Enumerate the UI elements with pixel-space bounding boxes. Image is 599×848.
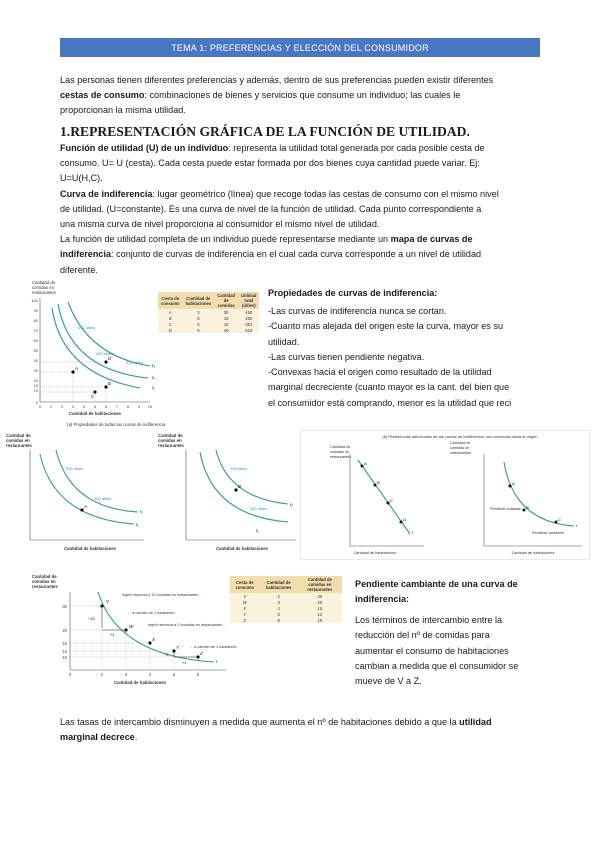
fig-b2-ylabel: Cantidad de	[158, 433, 183, 438]
figure-convexity	[300, 430, 590, 560]
map-text-3: diferente.	[60, 264, 98, 275]
fig-a-point-label: A	[75, 366, 78, 371]
utility-function-line3: U=U(H,C).	[60, 173, 103, 184]
fig-b2-curve-label: 100 útiles	[250, 506, 268, 511]
fig-a-ytick: 40	[33, 358, 38, 363]
fig-c-note: Pendiente constante	[490, 507, 521, 511]
fig-d-ytick: 12	[62, 649, 67, 654]
table-cell: 6	[260, 617, 298, 623]
indifference-curve-line3: una misma curva de nivel proporciona al consumidor el mismo nivel de utilidad.	[60, 219, 380, 230]
fig-a-ytick: 20	[33, 378, 38, 383]
fig-d-point-label: W	[129, 624, 134, 629]
fig-b1-ylabel: restaurantes	[6, 443, 32, 448]
fig-a-ytick: 60	[33, 338, 38, 343]
fig-c-ylabel1: comidas en	[330, 450, 350, 454]
fig-c-curve-2	[504, 462, 574, 526]
table-cell: 450	[238, 315, 259, 321]
property-item: -Convexas hacia el origen como resultado de la utilidad	[268, 367, 492, 378]
indifference-curve-line2: de utilidad. (U=constante). Es una curva de nivel de la función de utilidad. Cada punto correspondiente a	[60, 203, 482, 214]
fig-d-ylabel: Cantidad de	[32, 574, 57, 579]
fig-c-ylabel2: Cantidad de	[450, 441, 471, 445]
fig-d-ytick: 15	[62, 641, 67, 646]
fig-b2-ylabel: comidas en	[158, 438, 182, 443]
table-cell: W	[230, 599, 260, 605]
table-cell: 15	[298, 605, 342, 611]
conclusion-paragraph	[60, 715, 550, 745]
table-cell: 5	[183, 321, 215, 327]
convexity-chart	[300, 430, 590, 560]
fig-c-note: Pendiente cambiante	[532, 531, 564, 535]
fig-d-delta: +1	[110, 632, 115, 637]
fig-c-ylabel1: Cantidad de	[330, 445, 351, 449]
fig-b1-curve-name: I₂	[140, 509, 143, 514]
slope-line: aumentar el consumo de habitaciones	[355, 645, 509, 656]
table-row	[230, 617, 342, 623]
table-row	[158, 327, 259, 333]
fig-c-title: (b) Preferencias adicionales de las curvas de indiferencia: son convexas hacia el origen	[382, 434, 538, 439]
fig-d-table	[230, 576, 342, 623]
table-cell: 10	[214, 321, 238, 327]
fig-a-ytick: 10	[33, 388, 38, 393]
property-item: utilidad.	[268, 336, 300, 347]
table-header: Utilidad total (útiles)	[238, 292, 259, 309]
slope-line: cambian a medida que el consumidor se	[355, 660, 519, 671]
fig-a-xtick: 4	[82, 404, 86, 409]
table-header: Cantidad de habitaciones	[183, 292, 215, 309]
fig-c-point-label: C	[558, 517, 561, 522]
fig-a-xtick: 7	[115, 404, 119, 409]
definitions-paragraph	[60, 141, 546, 278]
table-cell: 2	[260, 593, 298, 599]
property-item: -Las curvas tienen pendiente negativa.	[268, 351, 425, 362]
fig-b2-point-label: B	[238, 484, 241, 489]
table-cell: 3	[183, 309, 215, 315]
fig-a-xtick: 1	[49, 404, 53, 409]
property-item: el consumidor está comprando, menor es la utilidad que reci	[268, 397, 512, 408]
slope-line: reducción del nº de comidas para	[355, 630, 490, 641]
table-cell: 6	[183, 315, 215, 321]
fig-d-point-label: V	[106, 599, 109, 604]
fig-a-curve-name: I₃	[152, 363, 156, 368]
fig-c-point-label: B	[526, 505, 529, 510]
table-cell: 519	[238, 327, 259, 333]
fig-d-delta: −10	[88, 616, 95, 621]
fig-a-ytick: 100	[31, 298, 38, 303]
fig-d-point-label: X	[152, 637, 155, 642]
fig-b1-curve-label: 100 útiles	[94, 496, 112, 501]
fig-b2-curve-name: I₂	[290, 502, 293, 507]
banner-title: TEMA 1: PREFERENCIAS Y ELECCIÓN DEL CONSUMIDOR	[171, 42, 429, 53]
header-banner	[60, 38, 540, 57]
fig-c-point-label: A	[512, 481, 515, 486]
fig-c-point-label: B	[377, 480, 380, 485]
fig-c-curve-name: I	[412, 530, 414, 535]
fig-b1-ylabel: comidas en	[6, 438, 30, 443]
curves-b2-chart	[150, 430, 300, 554]
curve-i1	[40, 454, 134, 524]
conclusion-bold: utilidad	[459, 717, 492, 727]
utility-function-line2: consumo. U= U (cesta). Cada cesta puede estar formada por dos bienes cuya cantidad puede variar. Ej:	[60, 158, 480, 169]
fig-a-caption: (a) Propiedades de todas las curvas de indiferencia	[67, 422, 165, 427]
properties-list	[268, 304, 511, 411]
curve-i2	[216, 450, 288, 504]
table-header: Cesta de consumo	[158, 292, 183, 309]
figure-curves-b1	[4, 430, 164, 554]
fig-d-point-label: Y	[176, 645, 179, 650]
intro-line-2: : combinaciones de bienes y servicios que consume un individuo; las cuales le	[144, 90, 461, 101]
fig-a-point-label: C	[91, 394, 95, 399]
fig-a-xticks	[39, 404, 153, 409]
table-header: Cantidad de habitaciones	[260, 576, 298, 593]
fig-d-yticks	[62, 604, 67, 660]
table-cell: Y	[230, 611, 260, 617]
map-text-2: : conjunto de curvas de indiferencia en el cual cada curva corresponde a un nivel de utilidad	[111, 249, 482, 260]
fig-c-xlabel1: Cantidad de habitaciones	[353, 551, 397, 555]
table-cell: C	[158, 321, 183, 327]
fig-d-point-label: Z	[200, 651, 203, 656]
fig-b1-curve-label: 200 útiles	[66, 466, 84, 471]
fig-a-xtick: 0	[38, 404, 42, 409]
fig-d-xtick: 5	[172, 672, 176, 677]
fig-d-xtick: 0	[68, 672, 72, 677]
fig-d-xtick: 3	[124, 672, 128, 677]
fig-c-point-label: A	[364, 461, 367, 466]
fig-a-yticks	[31, 298, 38, 405]
fig-a-ytick: 15	[33, 383, 38, 388]
fig-a-xtick: 8	[126, 404, 130, 409]
fig-a-ytick: 30	[33, 368, 38, 373]
point-w	[124, 628, 127, 631]
fig-a-ylabel-3: restaurantes	[32, 290, 56, 295]
table-cell: 450	[238, 309, 259, 315]
fig-d-annotation: ... a cambio de 1 habitación.	[128, 611, 176, 615]
fig-d-ylabel: restaurantes	[32, 584, 58, 589]
indifference-curve-term: Curva de indiferencia	[60, 188, 153, 199]
fig-a-xtick: 10	[147, 404, 153, 409]
fig-a-xtick: 6	[104, 404, 108, 409]
table-cell: X	[230, 605, 260, 611]
fig-a-ytick: 90	[33, 308, 38, 313]
map-term-2: indiferencia	[60, 249, 112, 260]
fig-d-xtick: 4	[148, 672, 152, 677]
fig-b2-xlabel: Cantidad de habitaciones	[215, 546, 269, 551]
fig-c-ylabel2: comidas en	[450, 446, 470, 450]
curve-i2	[56, 450, 138, 512]
fig-b2-ylabel: restaurantes	[158, 443, 184, 448]
table-cell: 15	[214, 315, 238, 321]
fig-b1-point-label: A	[84, 504, 87, 509]
fig-a-xtick: 3	[71, 404, 75, 409]
fig-b2-curve-label: 200 útiles	[230, 466, 248, 471]
fig-a-point-label: D	[108, 356, 112, 361]
fig-a-point-label: B	[108, 381, 111, 386]
table-cell: 10	[298, 617, 342, 623]
intro-paragraph	[60, 73, 546, 119]
property-item: -Las curvas de indiferencia nunca se cortan.	[268, 306, 447, 316]
curve-i1	[52, 308, 140, 388]
fig-d-curve-name: I	[216, 659, 218, 664]
section-title: 1.REPRESENTACIÓN GRÁFICA DE LA FUNCIÓN DE UTILIDAD.	[60, 124, 470, 139]
slope-line: Los términos de intercambio entre la	[355, 615, 503, 625]
table-header: Cesta de consumo	[230, 576, 260, 593]
point-v	[100, 604, 103, 607]
property-item: marginal decreciente (cuanto mayor es la cant. del bien que	[268, 382, 510, 393]
slope-title	[355, 577, 518, 607]
table-cell: 391	[238, 321, 259, 327]
indifference-curve-text: : lugar geométrico (línea) que recoge todas las cestas de consumo con el mismo nivel	[152, 188, 499, 199]
fig-c-curve-name: I	[576, 523, 578, 528]
fig-a-table	[158, 292, 259, 333]
slope-line: mueve de V a Z.	[355, 676, 422, 687]
fig-d-ytick: 20	[62, 628, 67, 633]
fig-d-delta: −2	[164, 652, 169, 657]
fig-d-ytick: 10	[62, 655, 67, 660]
fig-a-curve-label: 391 útiles	[78, 325, 96, 330]
table-cell: 30	[298, 593, 342, 599]
conclusion-text: Las tasas de intercambio disminuyen a medida que aumenta el nº de habitaciones debido a que la	[60, 717, 460, 727]
table-cell: 3	[260, 599, 298, 605]
conclusion-bold: marginal decrece	[60, 732, 135, 743]
fig-d-xticks	[69, 672, 200, 677]
slope-title-line: indiferencia:	[355, 594, 410, 604]
fig-a-ytick: 50	[33, 348, 38, 353]
table-cell: 5	[260, 611, 298, 617]
fig-a-ylabel-1: Cantidad de	[32, 280, 56, 285]
fig-d-annotation: Ingrid renuncia a 10 comidas en restaurantes...	[122, 593, 202, 597]
intro-bold-term: cestas de consumo	[60, 90, 145, 101]
table-header: Cantidad de comidas	[214, 292, 238, 309]
fig-c-ylabel1: restaurantes	[330, 455, 352, 459]
figure-changing-slope	[30, 570, 342, 686]
table-cell: 20	[298, 599, 342, 605]
fig-a-curve-label: 519 útiles	[126, 360, 144, 365]
fig-a-curve-label: 450 útiles	[96, 351, 114, 356]
fig-c-ylabel2: restaurantes	[450, 451, 472, 455]
fig-d-xtick: 6	[196, 672, 200, 677]
table-cell: D	[158, 327, 183, 333]
curve-i1	[200, 452, 288, 522]
fig-c-point-label: C	[390, 498, 393, 503]
fig-c-point-label: D	[403, 517, 406, 522]
table-cell: B	[158, 315, 183, 321]
utility-function-text: : representa la utilidad total generada por cada posible cesta de	[228, 143, 485, 153]
fig-a-ytick: 0	[35, 400, 38, 405]
table-header-row	[230, 576, 342, 593]
table-cell: 12	[298, 611, 342, 617]
curve-i2	[58, 304, 148, 378]
figure-curves-b2	[150, 430, 300, 554]
fig-b1-xlabel: Cantidad de habitaciones	[63, 546, 117, 551]
table-cell: Z	[230, 617, 260, 623]
conclusion-end: .	[134, 732, 138, 743]
fig-b2-curve-name: I₁	[256, 528, 259, 533]
figure-indifference-map	[30, 278, 258, 430]
fig-d-xtick: 2	[100, 672, 104, 677]
fig-a-xtick: 5	[93, 404, 97, 409]
slope-text	[355, 613, 518, 689]
fig-d-ytick: 30	[62, 604, 67, 609]
fig-d-annotation: ... a cambio de 1 habitación.	[190, 645, 238, 649]
fig-d-ylabel: comidas en	[32, 579, 56, 584]
table-cell: 40	[214, 327, 238, 333]
fig-b1-curve-name: I₁	[136, 522, 139, 527]
table-cell: 6	[183, 327, 215, 333]
fig-d-curve	[98, 592, 214, 662]
table-header-row	[158, 292, 259, 309]
table-header: Cantidad de comidas en restaurantes	[298, 576, 342, 593]
map-text-1: La función de utilidad completa de un individuo puede representarse mediante un	[60, 234, 391, 245]
table-cell: V	[230, 593, 260, 599]
intro-line-3: proporcionan la misma utilidad.	[60, 105, 186, 116]
fig-a-xtick: 2	[60, 404, 64, 409]
fig-b1-ylabel: Cantidad de	[6, 433, 31, 438]
table-cell: 4	[260, 605, 298, 611]
fig-c-line-1	[358, 460, 410, 534]
map-term-1: mapa de curvas de	[390, 234, 473, 245]
fig-a-xlabel: Cantidad de habitaciones	[68, 411, 122, 416]
utility-function-term: Función de utilidad (U) de un individuo	[60, 143, 229, 153]
fig-c-xlabel2: Cantidad de habitaciones	[511, 551, 555, 555]
fig-d-xlabel: Cantidad de habitaciones	[113, 680, 167, 685]
curves-b1-chart	[4, 430, 164, 554]
fig-a-xtick: 9	[137, 404, 141, 409]
fig-d-annotation: Ingrid renuncia a 2 comidas en restaurantes...	[148, 623, 226, 627]
fig-a-curve-name: I₂	[152, 375, 155, 380]
fig-a-ytick: 80	[33, 318, 38, 323]
fig-a-curve-name: I₁	[152, 385, 155, 390]
slope-title-line: Pendiente cambiante de una curva de	[355, 579, 518, 589]
property-item: -Cuanto mas alejada del origen este la curva, mayor es su	[268, 321, 504, 332]
fig-d-delta: +1	[182, 660, 187, 665]
properties-title: Propiedades de curvas de indiferencia:	[268, 288, 438, 298]
table-cell: A	[158, 309, 183, 315]
intro-line-1: Las personas tienen diferentes preferencias y además, dentro de sus preferencias pueden existir diferentes	[60, 75, 494, 85]
table-cell: 30	[214, 309, 238, 315]
fig-a-ylabel-2: comidas en	[32, 285, 54, 290]
fig-a-ytick: 70	[33, 328, 38, 333]
